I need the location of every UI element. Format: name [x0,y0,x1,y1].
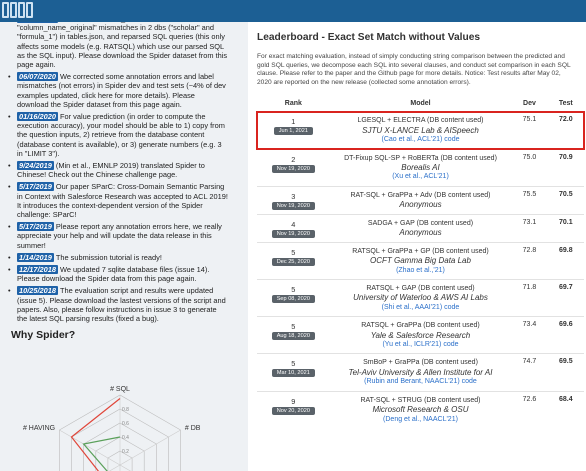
dev-score: 72.8 [511,242,547,279]
paper-link[interactable]: (Zhao et al.,'21) [396,266,445,274]
submission-date-badge: Nov 19, 2020 [272,230,315,238]
dev-score: 75.0 [511,149,547,186]
news-text: We updated 7 sqlite database files (issue 14). Please download the Spider data from this page again. [17,265,210,284]
radar-label: # SQL [110,386,130,394]
test-score [548,354,584,391]
model-cell [330,280,512,317]
news-date-badge: 5/17/2019 [19,222,52,232]
leaderboard-description: For exact matching evaluation, instead of simply conducting string comparison between the predicted and gold SQL queries, we decompose each SQL into several clauses, and conduct set comparison in each SQL clause. Please refer to the paper and the Github page for more details. Notice: Test results after May 02, 2020 are reported on the new release (collected some annotation errors). [257,53,571,86]
model-name: DT-Fixup SQL-SP + RoBERTa (DB content used) [344,154,497,162]
team-name: University of Waterloo & AWS AI Labs [353,293,488,303]
team-name: Borealis AI [401,163,440,172]
rank-number: 5 [291,247,296,257]
radar-label: # HAVING [22,425,56,433]
leaderboard-row [257,280,584,317]
why-spider-heading: Why Spider? [11,329,76,342]
radar-axis [59,465,120,471]
test-score [548,149,584,186]
test-score-value: 70.1 [559,218,573,226]
rank-cell [257,242,330,279]
model-cell [330,391,512,428]
paper-link[interactable]: (Cao et al., ACL'21) code [381,136,460,144]
team-name: SJTU X-LANCE Lab & AISpeech [362,125,479,135]
rank-number: 4 [291,219,296,229]
dev-score: 75.1 [511,112,547,149]
header-dev: Dev [511,97,547,112]
submission-date-badge: Nov 19, 2020 [272,202,315,210]
news-item [7,182,228,219]
model-cell [330,186,512,214]
news-text: The submission tutorial is ready! [55,252,162,262]
dev-score: 74.7 [511,354,547,391]
test-score [548,242,584,279]
team-name: Yale & Salesforce Research [370,330,471,340]
radar-tick-label: 0.2 [122,449,129,456]
rank-number: 5 [291,359,296,369]
paper-link[interactable]: (Rubin and Berant, NAACL'21) code [364,378,477,386]
model-name: RATSQL + GraPPa + GP (DB content used) [352,247,489,255]
model-name: LGESQL + ELECTRA (DB content used) [357,117,484,125]
news-date-badge: 01/16/2020 [19,112,56,122]
submission-date-badge: Mar 10, 2021 [272,369,315,377]
test-score [548,112,584,149]
news-text: Please report any annotation errors here, we really appreciate your help and will update the data release in this summer! [17,222,222,250]
radar-axis [120,430,181,465]
submission-date-badge: Aug 18, 2020 [272,332,315,340]
team-name: OCFT Gamma Big Data Lab [370,256,471,266]
rank-cell [257,112,330,149]
news-date-badge: 06/07/2020 [19,72,56,82]
news-date-badge: 12/17/2018 [19,265,56,275]
test-score [548,391,584,428]
model-name: SmBoP + GraPPa (DB content used) [363,359,478,367]
model-cell [330,214,512,242]
header-rank: Rank [257,97,330,112]
model-name: RATSQL + GraPPa (DB content used) [361,322,480,330]
rank-cell [257,391,330,428]
rank-cell [257,280,330,317]
dev-score: 72.6 [511,391,547,428]
header-model: Model [330,97,512,112]
news-date-badge: 1/14/2019 [19,252,52,262]
leaderboard-row [257,242,584,279]
rank-number: 5 [291,322,296,332]
radar-tick-label: 0.6 [122,421,129,428]
leaderboard-panel [248,22,586,471]
model-name: RAT-SQL + STRUG (DB content used) [360,396,481,404]
rank-number: 3 [291,191,296,201]
news-item [7,72,228,109]
radar-tick-label: 0.8 [122,407,129,414]
dev-score: 73.1 [511,214,547,242]
news-list [7,14,228,323]
radar-label: # DB [184,425,201,433]
rank-number: 2 [291,154,296,164]
dev-score: 75.5 [511,186,547,214]
leaderboard-row [257,186,584,214]
model-name: RAT-SQL + GraPPa + Adv (DB content used) [350,191,491,199]
news-item [7,14,228,69]
test-score [548,214,584,242]
submission-date-badge: Jun 1, 2021 [274,127,313,135]
radar-chart [7,343,233,471]
news-date-badge: 10/25/2018 [19,286,56,296]
model-cell [330,354,512,391]
submission-date-badge: Nov 20, 2020 [272,407,315,415]
test-score-value: 72.0 [559,116,573,124]
news-item [7,161,228,179]
news-item [7,253,228,262]
leaderboard-row [257,214,584,242]
paper-link[interactable]: (Deng et al., NAACL'21) [383,415,458,423]
test-score-value: 70.9 [559,153,573,161]
paper-link[interactable]: (Yu et al., ICLR'21) code [382,341,459,349]
paper-link[interactable]: (Xu et al., ACL'21) [392,173,449,181]
rank-cell [257,214,330,242]
test-score-value: 69.5 [559,358,573,366]
submission-date-badge: Dec 25, 2020 [272,258,315,266]
news-item [7,112,228,158]
news-text: "column_name_original" mismatches in 2 dbs ("scholar" and "formula_1") in tables.json, and reparsed SQL queries (this only affects some models (e.g. RATSQL) which use our parsed SQL as the SQL input). Please download the Spider dataset from this page again. [17,23,228,70]
news-panel [0,0,236,471]
news-text: For value prediction (in order to compute the execution accuracy), your model should be able to 1) copy from the question inputs, 2) retrieve from the database content (database content is available), or 3) generate numbers (e.g. 3 in "LIMIT 3"). [17,112,225,158]
news-item [7,265,228,283]
leaderboard-table [257,97,584,428]
rank-cell [257,354,330,391]
team-name: Tel-Aviv University & Allen Institute for AI [348,367,493,377]
rank-number: 9 [291,396,296,406]
test-score [548,317,584,354]
dev-score: 73.4 [511,317,547,354]
radar-tick-label: 0.4 [122,435,129,442]
test-score-value: 69.7 [559,284,573,292]
team-name: Anonymous [399,200,442,210]
dev-score: 71.8 [511,280,547,317]
submission-date-badge: Sep 08, 2020 [272,295,315,303]
spider-logo[interactable] [2,2,33,20]
model-name: SADGA + GAP (DB content used) [367,219,474,227]
radar-axis [120,465,181,471]
news-text: The evaluation script and results were updated (issue 5). Please download the lastest versions of the script and papers. Also, please follow instructions in issue 3 to generate the latest SQL parsing results (fixed a bug). [17,286,226,324]
news-text: (Min et al., EMNLP 2019) translated Spider to Chinese! Check out the Chinese challenge page. [17,161,205,180]
leaderboard-row [257,391,584,428]
submission-date-badge: Nov 19, 2020 [272,165,315,173]
rank-cell [257,186,330,214]
news-item [7,222,228,250]
team-name: Anonymous [399,228,442,238]
test-score-value: 69.8 [559,246,573,254]
model-cell [330,242,512,279]
test-score [548,280,584,317]
model-cell [330,317,512,354]
leaderboard-row [257,317,584,354]
model-name: RATSQL + GAP (DB content used) [366,285,475,293]
top-banner [0,0,586,22]
rank-cell [257,317,330,354]
rank-number: 5 [291,285,296,295]
news-text: We corrected some annotation errors and label mismatches (not errors) in Spider dev and test sets (~4% of dev examples updated, click here for more details). Please download the Spider dataset from this page again. [17,72,226,109]
rank-cell [257,149,330,186]
model-cell [330,112,512,149]
team-name: Microsoft Research & OSU [372,405,469,415]
news-date-badge: 5/17/2019 [19,182,52,192]
leaderboard-row [257,149,584,186]
rank-number: 1 [291,117,296,127]
header-test: Test [548,97,584,112]
leaderboard-row [257,354,584,391]
leaderboard-title: Leaderboard - Exact Set Match without Values [257,32,481,43]
test-score-value: 68.4 [559,395,573,403]
test-score-value: 69.6 [559,321,573,329]
test-score [548,186,584,214]
news-text: Our paper SParC: Cross-Domain Semantic Parsing in Context with Salesforce Research was accepted to ACL 2019! It introduces the context-dependent version of the Spider challenge: SParC! [17,182,228,220]
news-date-badge: 9/24/2019 [19,161,52,171]
leaderboard-row [257,112,584,149]
paper-link[interactable]: (Shi et al., AAAI'21) code [381,303,460,311]
test-score-value: 70.5 [559,190,573,198]
model-cell [330,149,512,186]
news-item [7,286,228,323]
